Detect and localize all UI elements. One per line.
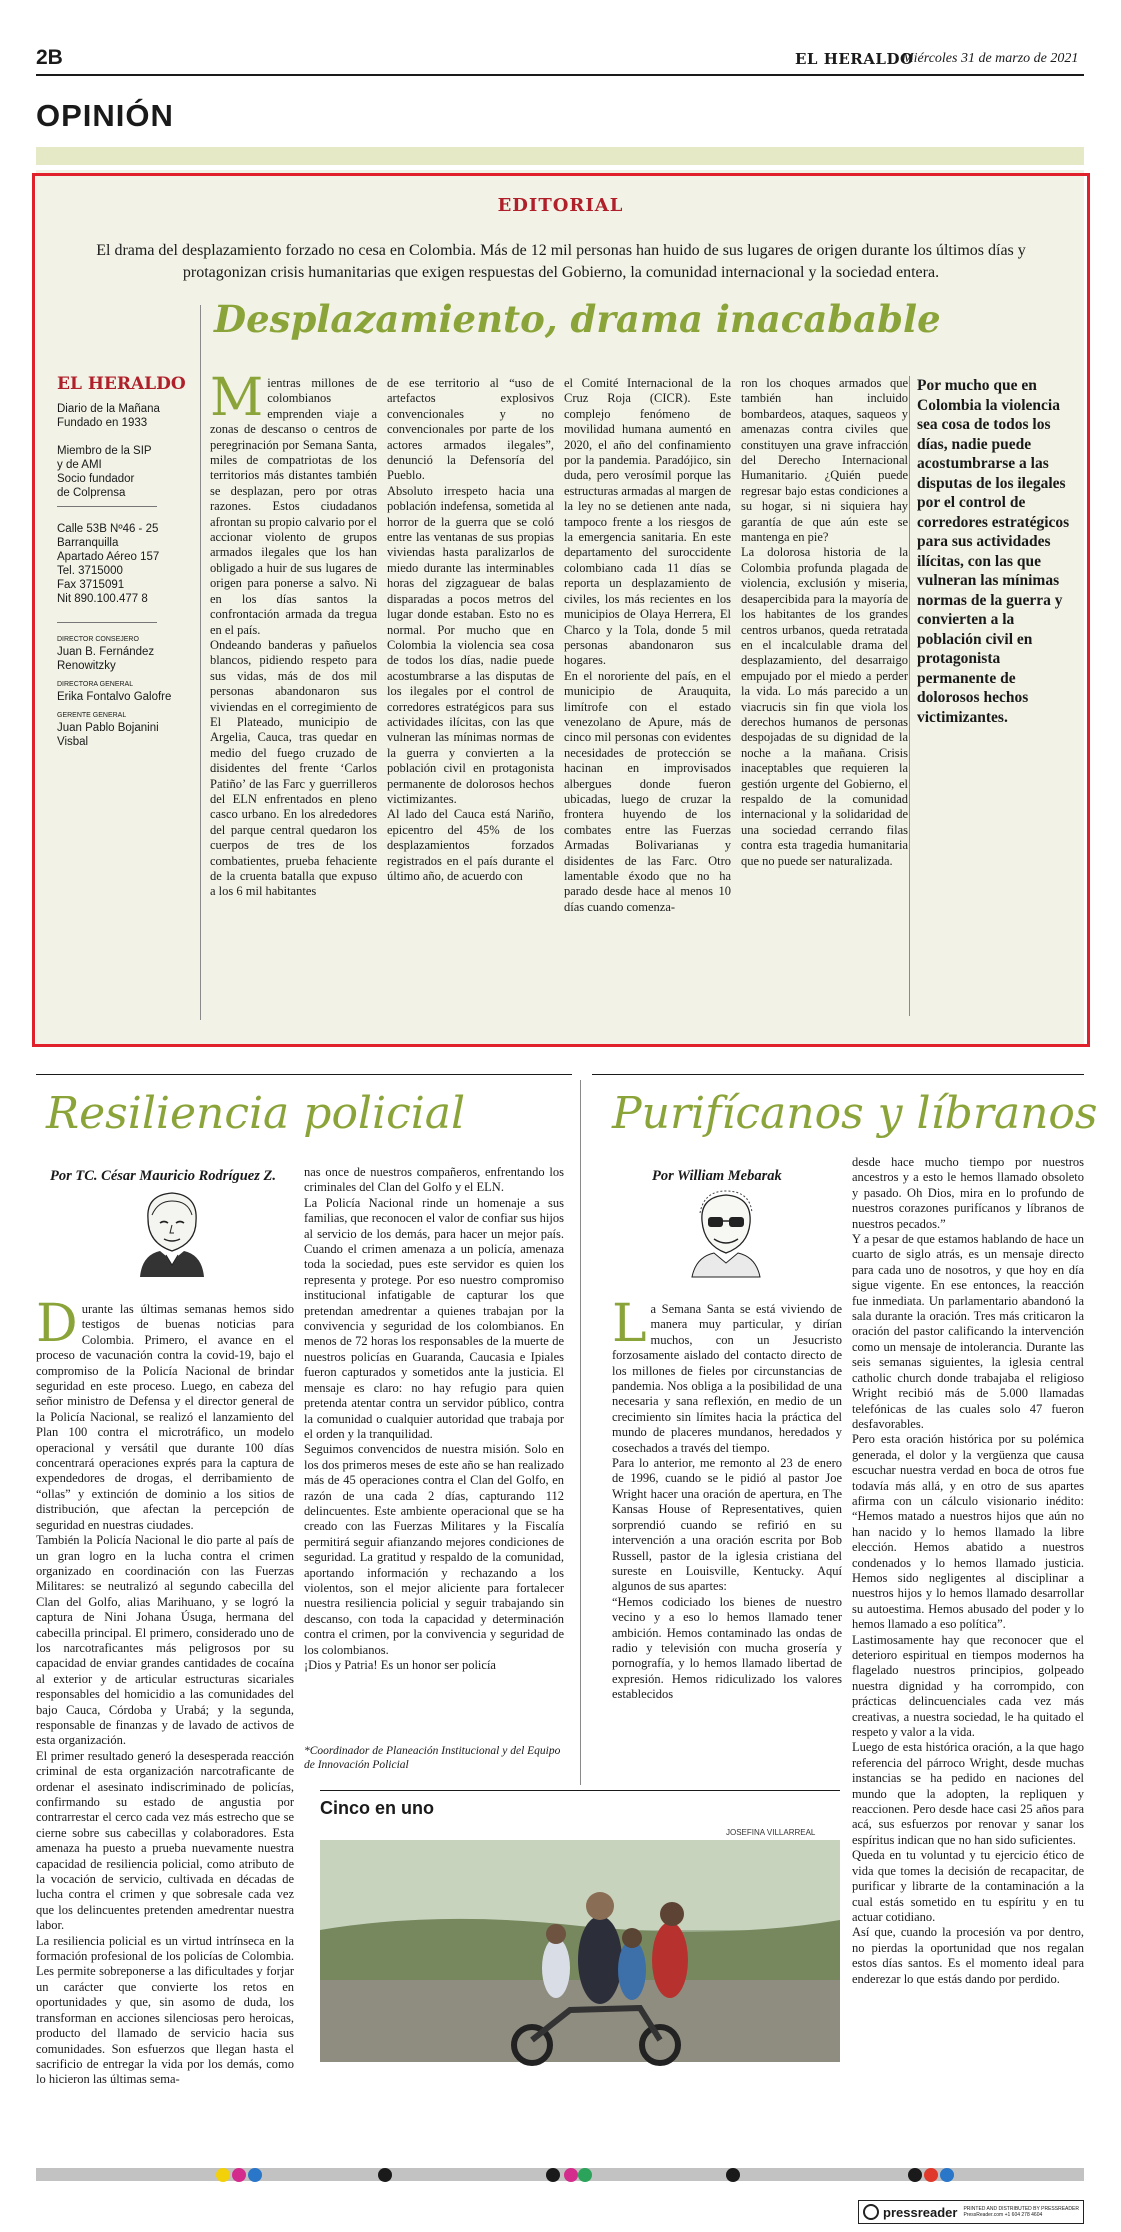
right-column-2 — [852, 1155, 1084, 2055]
staff-role: GERENTE GENERAL — [57, 712, 127, 719]
pressreader-note: PRINTED AND DISTRIBUTED BY PRESSREADER PressReader.com +1 604 278 4604 — [963, 2206, 1079, 2218]
registration-dot — [924, 2168, 938, 2182]
masthead-membership: Miembro de la SIP y de AMI Socio fundador de Colprensa — [57, 445, 152, 499]
editorial-column-2 — [387, 376, 554, 1018]
editorial-deck: El drama del desplazamiento forzado no cesa en Colombia. Más de 12 mil personas han huido de sus lugares de origen durante los últimos días y protagonizan crisis humanitarias que exigen respuestas del Gobierno, la comunidad internacional y la sociedad entera. — [96, 242, 1026, 281]
section-rule — [36, 1074, 572, 1075]
left-article-title: Resiliencia policial — [46, 1088, 466, 1139]
editorial-column-4 — [741, 376, 908, 1018]
masthead-divider — [57, 506, 157, 507]
pressreader-logo — [858, 2200, 1084, 2224]
registration-dot — [378, 2168, 392, 2182]
column-rule — [580, 1080, 581, 1785]
staff-name: Juan B. Fernández Renowitzky — [57, 646, 155, 672]
columnist-portrait — [130, 1185, 214, 1277]
section-rule — [592, 1074, 1084, 1075]
photo-rule — [320, 1790, 840, 1791]
column-text: el Comité Internacional de la Cruz Roja (CICR). Este complejo fenómeno de movilidad humana aumentó en 2020, el año del confinamiento por la pandemia. Paradójico, sin duda, pero verosímil porque las estructuras armadas al margen de la ley no se detienen ante nada, tampoco frente a los riesgos de la emergencia sanitaria. En este departamento del suroccidente colombiano cada 11 días se reporta un desplazamiento de civiles, los más recientes en los municipios de Olaya Herrera, El Charco y la Tola, donde 5 mil personas abandonaron sus hogares. En el nororiente del país, en el municipio de Arauquita, limítrofe con el estado venezolano de Apure, más de cinco mil personas con evidentes necesidades de protección se hacinan en improvisados albergues donde fueron ubicadas, luego de cruzar la frontera huyendo de los combates entre las Fuerzas Armadas Bolivarianas y disidentes de las Farc. Otro lamentable éxodo que no ha parado desde hace al menos 10 días cuando comenza- — [564, 376, 731, 914]
left-column-2 — [304, 1165, 564, 1741]
masthead-logo: EL HERALDO — [57, 374, 186, 394]
editorial-column-1 — [210, 368, 377, 1018]
column-text: urante las últimas semanas hemos sido testigos de buenas noticias para Colombia. Primero, el avance en el proceso de vacunación contra la covid-19, bajo el compromiso de la Policía Nacional de brindar seguridad en este proceso. Luego, en cabeza del señor ministro de Defensa y el director general de la Policía Nacional, se realizó el lanzamiento del Plan 100 contra el microtráfico, un modelo operacional y versátil que durante 100 días concentrará operaciones exprés para la captura de expendedores de drogas, el derribamiento de “ollas” y extinción de dominio a los sitios de distribución, que afectan la percepción de seguridad en nuestras ciudades. También la Policía Nacional le dio parte al país de un gran logro en la lucha contra el crimen organizado en coordinación con las Fuerzas Militares: se neutralizó al segundo cabecilla del Clan del Golfo, alias Marihuano, y se logró la captura de Nini Johana Úsuga, hermana del cabecilla principal. El primero, considerado uno de los narcotraficantes más peligrosos por su capacidad de enviar grandes cantidades de cocaína al exterior y de articular estructuras sicariales responsables del homicidio a las comunidades del bajo Cauca, Córdoba y Urabá; y la segunda, responsable de finanzas y de lavado de activos de esta organización. El primer resultado generó la desesperada reacción criminal de esta organización narcotraficante de ordenar el asesinato indiscriminado de policías, confirmando su estado de angustia por contrarrestar el cerco cada vez más estrecho que se cierne sobre sus cabecillas y colaboradores. Esta amenaza ha puesto a prueba nuevamente nuestra capacidad de resiliencia policial, como atributo de la vocación de servicio, cultivada en décadas de lucha contra el crimen y que sobresale cada vez que los delincuentes pretenden amedrentar nuestra labor. La resiliencia policial es un virtud intrínseca en la formación profesional de los policías de Colombia. Les permite sobreponerse a las dificultades y forjar un carácter que convierte los retos en oportunidades y que, sin asomo de duda, los transforman en acciones silenciosas pero heroicas, producto del llamado de servicio hacia sus comunidades. Son esfuerzos que llegan hasta el sacrificio de entregar la vida por los demás, como lo hicieron las últimas sema- — [36, 1302, 294, 2087]
editorial-kicker: EDITORIAL — [497, 195, 624, 216]
editorial-column-3 — [564, 376, 731, 1018]
page-number: 2B — [36, 46, 63, 69]
column-text: de ese territorio al “uso de artefactos explosivos convencionales y no convencionales por parte de los actores armados ilegales”, denunció la Defensoría del Pueblo. Absoluto irrespeto hacia una población indefensa, sometida al horror de la guerra que se coló entre las ventanas de sus propias viviendas hasta paralizarlos de miedo durante las interminables horas del zigzaguear de balas disparadas a pocos metros del lugar donde estaban. Esto no es normal. Por mucho que en Colombia la violencia sea cosa de todos los días, nadie puede acostumbrarse a las disputas de los ilegales por el control de corredores estratégicos para sus actividades ilícitas, con las que vulneran las mínimas normas de la guerra y convierten a la población civil en protagonista permanente de dolorosos hechos victimizantes. Al lado del Cauca está Nariño, epicentro del 45% de los desplazamientos forzados registrados en el país durante el último año, de acuerdo con — [387, 376, 554, 883]
news-photo — [320, 1840, 840, 2062]
paper-name: EL HERALDO — [795, 50, 914, 68]
editorial-title: Desplazamiento, drama inacabable — [214, 297, 941, 341]
photo-section-label: Cinco en uno — [320, 1798, 434, 1818]
color-dots — [36, 2168, 1084, 2181]
dropcap: M — [210, 368, 264, 428]
right-byline: Por William Mebarak — [652, 1168, 782, 1184]
column-text: ientras millones de colombianos emprenden viaje a zonas de descanso o centros de peregrinación por Semana Santa, miles de compatriotas de los territorios más distantes también se desplazan, pero por otras razones. Estos ciudadanos afrontan su propio calvario por el accionar violento de grupos armados ilegales que los han obligado a huir de sus lugares de origen para ponerse a salvo. Ni en los días santos la confrontación armada da tregua en el país. Ondeando banderas y pañuelos blancos, pidiendo respeto para sus vidas, más de dos mil personas abandonaron sus viviendas en el corregimiento de El Plateado, municipio de Argelia, Cauca, tras quedar en medio del fuego cruzado de disidentes del frente ‘Carlos Patiño’ de las Farc y guerrilleros del ELN enfrentados en pleno casco urbano. En los alrededores del parque central quedaron los cuerpos de tres de los combatientes, prueba fehaciente de la cruenta batalla que expuso a los 6 mil habitantes — [210, 376, 377, 899]
staff-role: DIRECTOR CONSEJERO — [57, 636, 139, 643]
masthead-divider-2 — [57, 622, 157, 623]
registration-dot — [232, 2168, 246, 2182]
registration-dot — [940, 2168, 954, 2182]
staff-role: DIRECTORA GENERAL — [57, 681, 134, 688]
masthead-tagline: Diario de la Mañana Fundado en 1933 — [57, 403, 160, 429]
registration-dot — [248, 2168, 262, 2182]
section-green-band — [36, 147, 1084, 165]
left-footnote: *Coordinador de Planeación Institucional y del Equipo de Innovación Policial — [304, 1745, 561, 1771]
pressreader-icon — [863, 2204, 879, 2220]
staff-name: Erika Fontalvo Galofre — [57, 691, 172, 703]
registration-dot — [578, 2168, 592, 2182]
column-text: a Semana Santa se está viviendo de manera muy particular, y dirían muchos, con un Jesucristo forzosamente aislado del contacto directo de los millones de fieles por circunstancias de pandemia. Nos obliga a la posibilidad de una necesaria y sana reflexión, en medio de un crecimiento sin límites hacia la práctica del mundo de placeres mundanos, heredados y cosechados a través del tiempo. Para lo anterior, me remonto al 23 de enero de 1996, cuando se le pidió al pastor Joe Wright hacer una oración de apertura, en The Kansas House of Representatives, quien sorprendió cuando se refirió en su intervención a una oración escrita por Bob Russell, pastor de la iglesia cristiana del sureste en Louisville, Kentucky. Aquí algunos de sus apartes: “Hemos codiciado los bienes de nuestro vecino y a eso lo hemos llamado tener ambición. Hemos contaminado las ondas de radio y televisión con mucha grosería y pornografía, y lo hemos llamado libertad de expresión. Hemos ridiculizado los valores establecidos — [612, 1302, 842, 1702]
registration-dot — [564, 2168, 578, 2182]
registration-dot — [908, 2168, 922, 2182]
registration-dot — [726, 2168, 740, 2182]
right-article-title: Purifícanos y líbranos — [612, 1088, 1098, 1139]
columnist-portrait — [684, 1185, 768, 1277]
column-text: nas once de nuestros compañeros, enfrentando los criminales del Clan del Golfo y el ELN. La Policía Nacional rinde un homenaje a sus familias, que reconocen el valor de confiar sus hijos al servicio de los demás, para hacer un mejor país. Cuando el crimen amenaza a un policía, amenaza toda la sociedad, pues este servidor es quien los representa y protege. Por eso nuestro compromiso institucional infatigable de capturar los que pretendan amedrentar a quienes trabajan por la convivencia y seguridad de los colombianos. En menos de 72 horas los responsables de la muerte de nuestros policías en Guaranda, Caucasia e Ipiales fueron capturados y sometidos ante la justicia. El mensaje es claro: no hay refugio para quien pretenda atentar contra un servidor público, contra la comunidad o cualquier autoridad que trabaja por el orden y la tranquilidad. Seguimos convencidos de nuestra misión. Solo en los dos primeros meses de este año se han realizado más de 45 operaciones contra el Clan del Golfo, en razón de una cada 2 días, capturando 112 delincuentes. Este ambiente operacional que se ha creado con las Fuerzas Militares y la Fiscalía permitirá seguir afianzando mejores condiciones de seguridad. La gratitud y respaldo de la comunidad, aportando información y rechazando a los violentos, son el mejor aliciente para fortalecer nuestra resiliencia policial y seguir trabajando sin descanso, con toda la capacidad y determinación contra el crimen, por la convivencia y seguridad de los colombianos. ¡Dios y Patria! Es un honor ser policía — [304, 1165, 564, 1672]
column-rule — [200, 305, 201, 1020]
column-text: desde hace mucho tiempo por nuestros ancestros y a esto le hemos llamado obsoleto y pasado. Oh Dios, mira en lo profundo de nuestros corazones purifícanos y líbranos de nuestros pecados.” Y a pesar de que estamos hablando de hace un cuarto de siglo atrás, es un mensaje directo para cada uno de nosotros, y que hoy en día sigue vigente. En ese entonces, la reacción fue inmediata. Un parlamentario abandonó la sala durante la oración. Tres más criticaron la oración del pastor calificando la intervención como un mensaje de intolerancia. Durante las seis semanas siguientes, la iglesia central catholic church donde trabajaba el religioso Wright recibió más de 5.000 llamadas telefónicas de las cuales solo 47 fueron desfavorables. Pero esta oración histórica por su polémica generada, el dolor y la vergüenza que causa escuchar nuestra verdad en boca de otros fue todavía más allá, y en otro de sus apartes afirma con un cálculo visionario inédito: “Hemos matado a nuestros hijos que aún no han nacido y lo hemos llamado la libre elección. Hemos abatido a nuestros condenados y lo hemos llamado justicia. Hemos sido negligentes al disciplinar a nuestros hijos y lo hemos llamado desarrollar su autoestima. Hemos abusado del poder y lo hemos llamado a eso política”. Lastimosamente hay que reconocer que el deterioro espiritual en tiempos modernos ha flagelado nuestros principios, golpeado nuestra dignidad y ha corrompido, con prácticas delincuenciales cada vez más creativas, a nuestra sociedad, le ha quitado el respeto y valor a la vida. Luego de esta histórica oración, a la que hago referencia del párroco Wright, desde muchas instancias se ha pedido en naciones del mundo que la adopten, la repliquen y reaccionen. Pero desde hace casi 25 años para acá, sus esfuerzos por renovar y sanar los espíritus indican que no han sido suficientes. Queda en tu voluntad y tu ejercicio ético de vida que tomes la decisión de recapacitar, de purificar y librarte de la contaminación a la cual estás sometido en tu espíritu y en tu actuar cotidiano. Así que, cuando la procesión va por dentro, no pierdas la oportunidad que nos regalan estos días santos. Es el momento ideal para enderezar lo que estás dando por perdido. — [852, 1155, 1084, 1986]
dropcap: L — [612, 1294, 647, 1354]
column-text: ron los choques armados que también han incluido bombardeos, ataques, saqueos y amenazas contra civiles que constituyen una grave infracción del Derecho Internacional Humanitario. ¿Quién puede regresar bajo estas condiciones a su hogar, si ni siquiera hay garantía de que aún este se mantenga en pie? La dolorosa historia de la Colombia profunda plagada de violencia, exclusión y miseria, desapercibida para la mayoría de los habitantes de los grandes centros urbanos, queda retratada en el incalculable drama del desplazamiento, del desarraigo empujado por el miedo a perder la vida. Lo más parecido a un viacrucis sin fin que viola los derechos humanos de personas despojadas de su dignidad de la noche a la mañana. Crisis inaceptables que requieren la gestión urgente del Gobierno, el respaldo de la comunidad internacional y la solidaridad de una sociedad cerrando filas contra esta tragedia humanitaria que no puede ser naturalizada. — [741, 376, 908, 868]
header-rule — [36, 74, 1084, 76]
section-title: OPINIÓN — [36, 98, 174, 133]
column-rule — [909, 376, 910, 1016]
pressreader-wordmark: pressreader — [883, 2204, 958, 2220]
issue-date: Miércoles 31 de marzo de 2021 — [902, 51, 1079, 66]
registration-dot — [546, 2168, 560, 2182]
left-byline: Por TC. César Mauricio Rodríguez Z. — [50, 1168, 276, 1184]
photo-credit: JOSEFINA VILLARREAL — [726, 1828, 816, 1837]
editorial-pullquote: Por mucho que en Colombia la violencia sea cosa de todos los días, nadie puede acostumbrarse a las disputas de los ilegales por el control de corredores estratégicos para sus actividades ilícitas, con las que vulneran las mínimas normas de la guerra y convierten a la población civil en protagonista permanente de dolorosos hechos victimizantes. — [917, 377, 1070, 726]
dropcap: D — [36, 1294, 78, 1354]
staff-name: Juan Pablo Bojanini Visbal — [57, 722, 159, 748]
registration-dot — [216, 2168, 230, 2182]
left-column-1 — [36, 1294, 294, 2087]
masthead-address: Calle 53B Nº46 - 25 Barranquilla Apartado Aéreo 157 Tel. 3715000 Fax 3715091 Nit 890.100.477 8 — [57, 523, 160, 605]
right-column-1 — [612, 1294, 842, 1782]
